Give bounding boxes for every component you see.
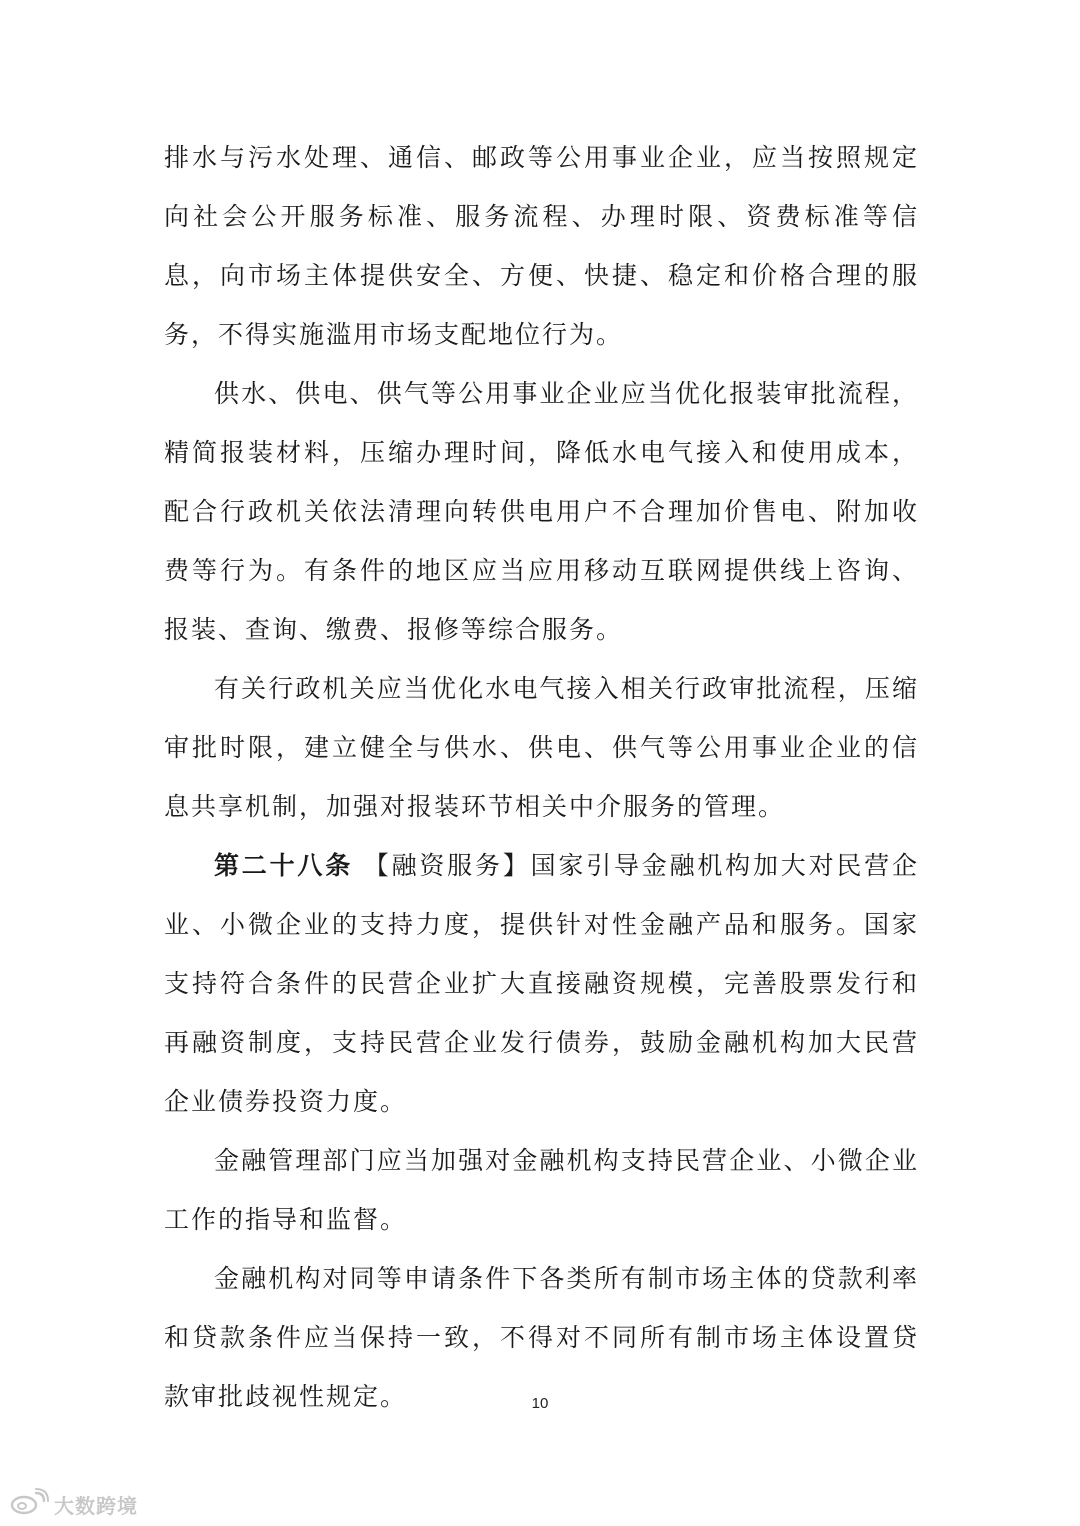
- paragraph-5: [164, 1131, 919, 1249]
- paragraph-1: [164, 128, 919, 364]
- article-28-text: 国家引导金融机构加大对民营企业、小微企业的支持力度，提供针对性金融产品和服务。国家支持符合条件的民营企业扩大直接融资规模，完善股票发行和再融资制度，支持民营企业发行债券，鼓励金融机构加大民营企业债券投资力度。: [164, 851, 919, 1116]
- watermark-text: 大数跨境: [54, 1493, 138, 1518]
- paragraph-1-text: 排水与污水处理、通信、邮政等公用事业企业，应当按照规定向社会公开服务标准、服务流程、办理时限、资费标准等信息，向市场主体提供安全、方便、快捷、稳定和价格合理的服务，不得实施滥用市场支配地位行为。: [164, 143, 919, 349]
- article-title: 【融资服务】: [363, 851, 531, 880]
- paragraph-5-text: 金融管理部门应当加强对金融机构支持民营企业、小微企业工作的指导和监督。: [164, 1146, 919, 1234]
- paragraph-3: [164, 659, 919, 836]
- paragraph-6-text: 金融机构对同等申请条件下各类所有制市场主体的贷款利率和贷款条件应当保持一致，不得对不同所有制市场主体设置贷款审批歧视性规定。: [164, 1264, 919, 1411]
- article-number: 第二十八条: [214, 851, 354, 880]
- article-28-paragraph: [164, 836, 919, 1131]
- document-body: [164, 128, 919, 1426]
- weibo-logo-icon: [10, 1488, 50, 1520]
- paragraph-2-text: 供水、供电、供气等公用事业企业应当优化报装审批流程，精简报装材料，压缩办理时间，降低水电气接入和使用成本，配合行政机关依法清理向转供电用户不合理加价售电、附加收费等行为。有条件的地区应当应用移动互联网提供线上咨询、报装、查询、缴费、报修等综合服务。: [164, 379, 919, 644]
- paragraph-3-text: 有关行政机关应当优化水电气接入相关行政审批流程，压缩审批时限，建立健全与供水、供电、供气等公用事业企业的信息共享机制，加强对报装环节相关中介服务的管理。: [164, 674, 919, 821]
- page-number: 10: [531, 1395, 549, 1412]
- paragraph-2: [164, 364, 919, 659]
- watermark: [10, 1488, 138, 1520]
